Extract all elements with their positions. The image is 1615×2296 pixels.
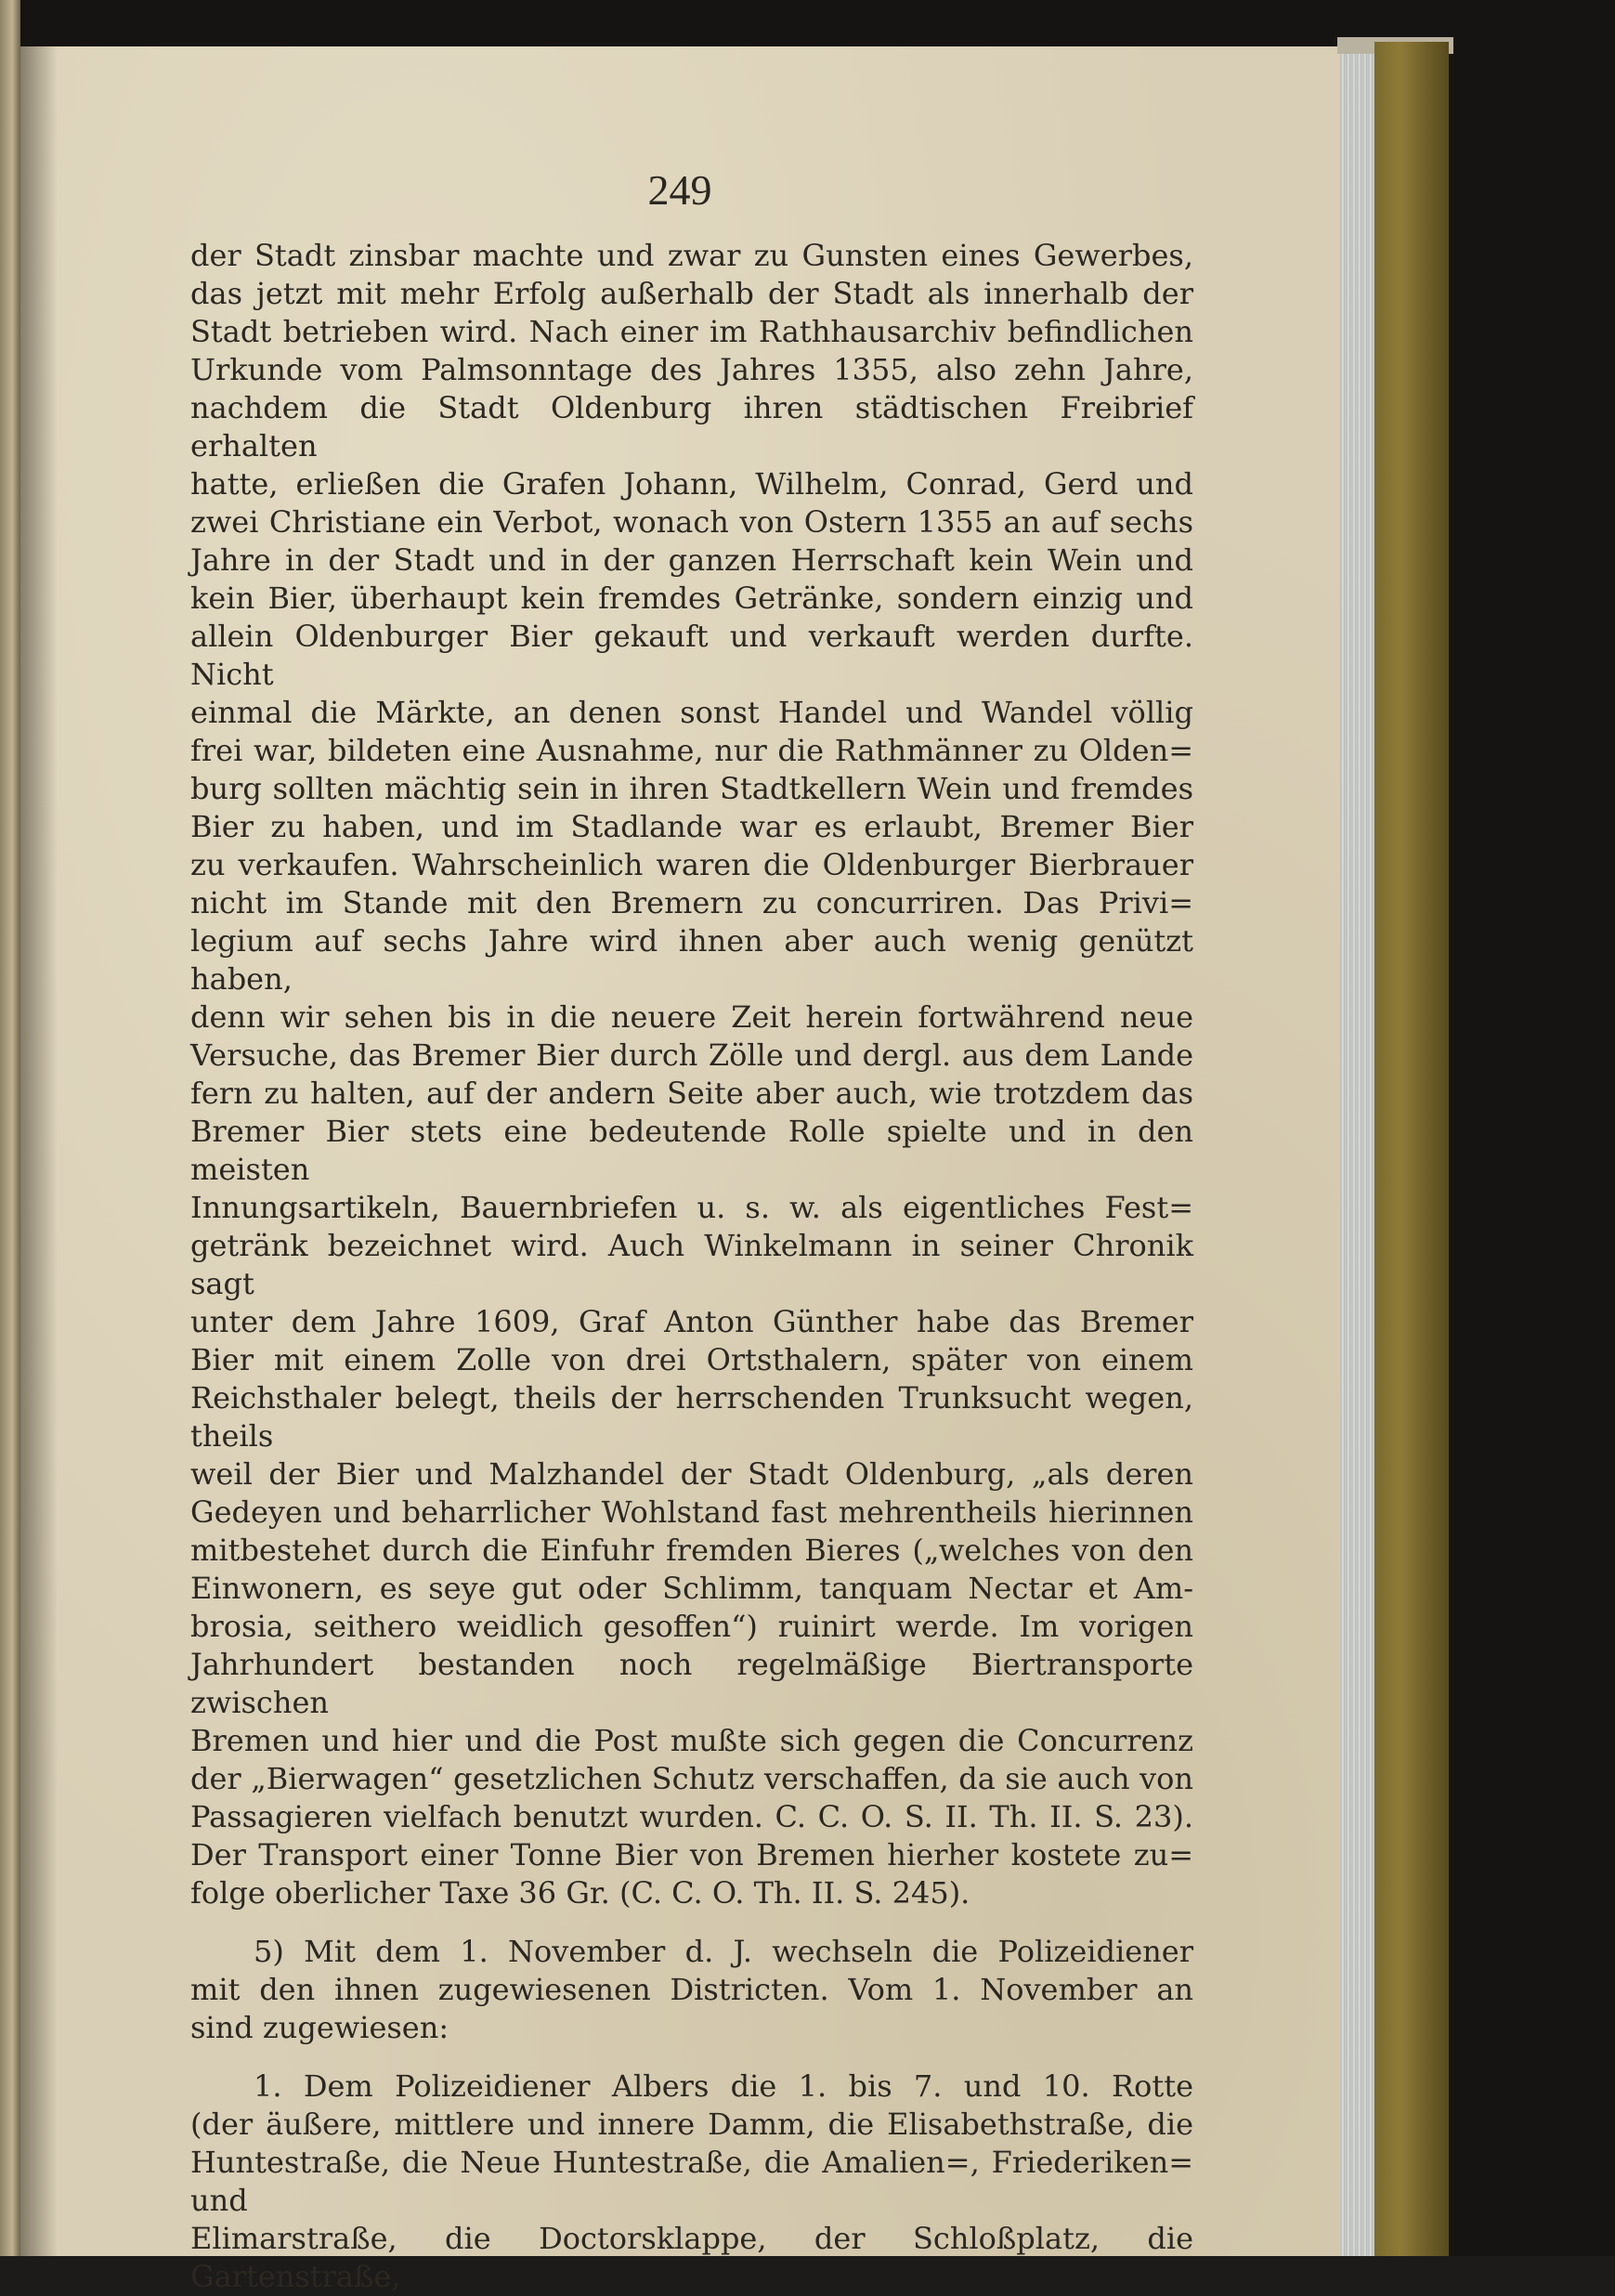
text-line: Versuche, das Bremer Bier durch Zölle und dergl. aus dem Lande <box>190 1037 1193 1073</box>
text-line: 5) Mit dem 1. November d. J. wechseln die Polizeidiener <box>254 1934 1193 1969</box>
text-line: fern zu halten, auf der andern Seite aber auch, wie trotzdem das <box>190 1076 1193 1111</box>
text-line: getränk bezeichnet wird. Auch Winkelmann in seiner Chronik sagt <box>190 1228 1193 1301</box>
text-line: mitbestehet durch die Einfuhr fremden Bieres („welches von den <box>190 1533 1193 1568</box>
text-line: allein Oldenburger Bier gekauft und verkauft werden durfte. Nicht <box>190 619 1193 692</box>
text-line: 1. Dem Polizeidiener Albers die 1. bis 7. und 10. Rotte <box>254 2068 1193 2104</box>
page-number: 249 <box>647 166 712 214</box>
book-page <box>20 46 1339 2294</box>
leather-cover <box>1374 42 1449 2256</box>
text-line: Elimarstraße, die Doctorsklappe, der Schloßplatz, die Gartenstraße, <box>190 2221 1193 2294</box>
text-line: kein Bier, überhaupt kein fremdes Getränke, sondern einzig und <box>190 581 1193 616</box>
paragraph-gap <box>190 1912 1193 1933</box>
text-line: der „Bierwagen“ gesetzlichen Schutz verschaffen, da sie auch von <box>190 1761 1193 1796</box>
text-line: mit den ihnen zugewiesenen Districten. Vom 1. November an <box>190 1972 1193 2007</box>
text-line: zu verkaufen. Wahrscheinlich waren die Oldenburger Bierbrauer <box>190 847 1193 882</box>
text-line: Bremen und hier und die Post mußte sich gegen die Concurrenz <box>190 1723 1193 1758</box>
gutter-shadow <box>20 46 58 2256</box>
text-line: folge oberlicher Taxe 36 Gr. (C. C. O. Th. II. S. 245). <box>190 1875 970 1911</box>
text-line: sind zugewiesen: <box>190 2010 449 2045</box>
text-line: Bier zu haben, und im Stadlande war es erlaubt, Bremer Bier <box>190 809 1193 844</box>
text-line: frei war, bildeten eine Ausnahme, nur die Rathmänner zu Olden= <box>190 733 1193 768</box>
text-line: einmal die Märkte, an denen sonst Handel und Wandel völlig <box>190 695 1193 730</box>
text-line: Innungsartikeln, Bauernbriefen u. s. w. als eigentliches Fest= <box>190 1190 1193 1225</box>
text-line: Passagieren vielfach benutzt wurden. C. C. O. S. II. Th. II. S. 23). <box>190 1799 1193 1834</box>
text-line: denn wir sehen bis in die neuere Zeit herein fortwährend neue <box>190 999 1193 1035</box>
text-line: (der äußere, mittlere und innere Damm, die Elisabethstraße, die <box>190 2107 1193 2142</box>
text-line: brosia, seithero weidlich gesoffen“) ruinirt werde. Im vorigen <box>190 1609 1193 1644</box>
text-line: Bremer Bier stets eine bedeutende Rolle spielte und in den meisten <box>190 1114 1193 1187</box>
page-text <box>190 237 1193 2296</box>
text-line: Bier mit einem Zolle von drei Ortsthalern, später von einem <box>190 1342 1193 1377</box>
text-line: Einwonern, es seye gut oder Schlimm, tanquam Nectar et Am- <box>190 1571 1193 1606</box>
paragraph-gap <box>190 2047 1193 2068</box>
text-line: legium auf sechs Jahre wird ihnen aber auch wenig genützt haben, <box>190 923 1193 997</box>
page-edges-stack <box>1339 48 1374 2256</box>
text-line: Huntestraße, die Neue Huntestraße, die Amalien=, Friederiken= und <box>190 2145 1193 2218</box>
text-line: weil der Bier und Malzhandel der Stadt Oldenburg, „als deren <box>190 1456 1193 1492</box>
text-line: der Stadt zinsbar machte und zwar zu Gunsten eines Gewerbes, <box>190 238 1193 273</box>
text-line: Der Transport einer Tonne Bier von Bremen hierher kostete zu= <box>190 1837 1193 1872</box>
text-line: burg sollten mächtig sein in ihren Stadtkellern Wein und fremdes <box>190 771 1193 806</box>
text-line: nachdem die Stadt Oldenburg ihren städtischen Freibrief erhalten <box>190 390 1193 463</box>
text-line: Gedeyen und beharrlicher Wohlstand fast mehrentheils hierinnen <box>190 1494 1193 1530</box>
text-line: unter dem Jahre 1609, Graf Anton Günther habe das Bremer <box>190 1304 1193 1339</box>
text-line: hatte, erließen die Grafen Johann, Wilhelm, Conrad, Gerd und <box>190 466 1193 502</box>
text-line: zwei Christiane ein Verbot, wonach von Ostern 1355 an auf sechs <box>190 504 1193 540</box>
text-line: Urkunde vom Palmsonntage des Jahres 1355, also zehn Jahre, <box>190 352 1193 387</box>
text-line: Reichsthaler belegt, theils der herrschenden Trunksucht wegen, theils <box>190 1380 1193 1454</box>
left-page-edge <box>0 0 20 2256</box>
text-line: Stadt betrieben wird. Nach einer im Rathhausarchiv befindlichen <box>190 314 1193 349</box>
text-line: Jahre in der Stadt und in der ganzen Herrschaft kein Wein und <box>190 542 1193 578</box>
text-line: das jetzt mit mehr Erfolg außerhalb der Stadt als innerhalb der <box>190 276 1193 311</box>
text-line: Jahrhundert bestanden noch regelmäßige Biertransporte zwischen <box>190 1647 1193 1720</box>
text-line: nicht im Stande mit den Bremern zu concurriren. Das Privi= <box>190 885 1193 920</box>
